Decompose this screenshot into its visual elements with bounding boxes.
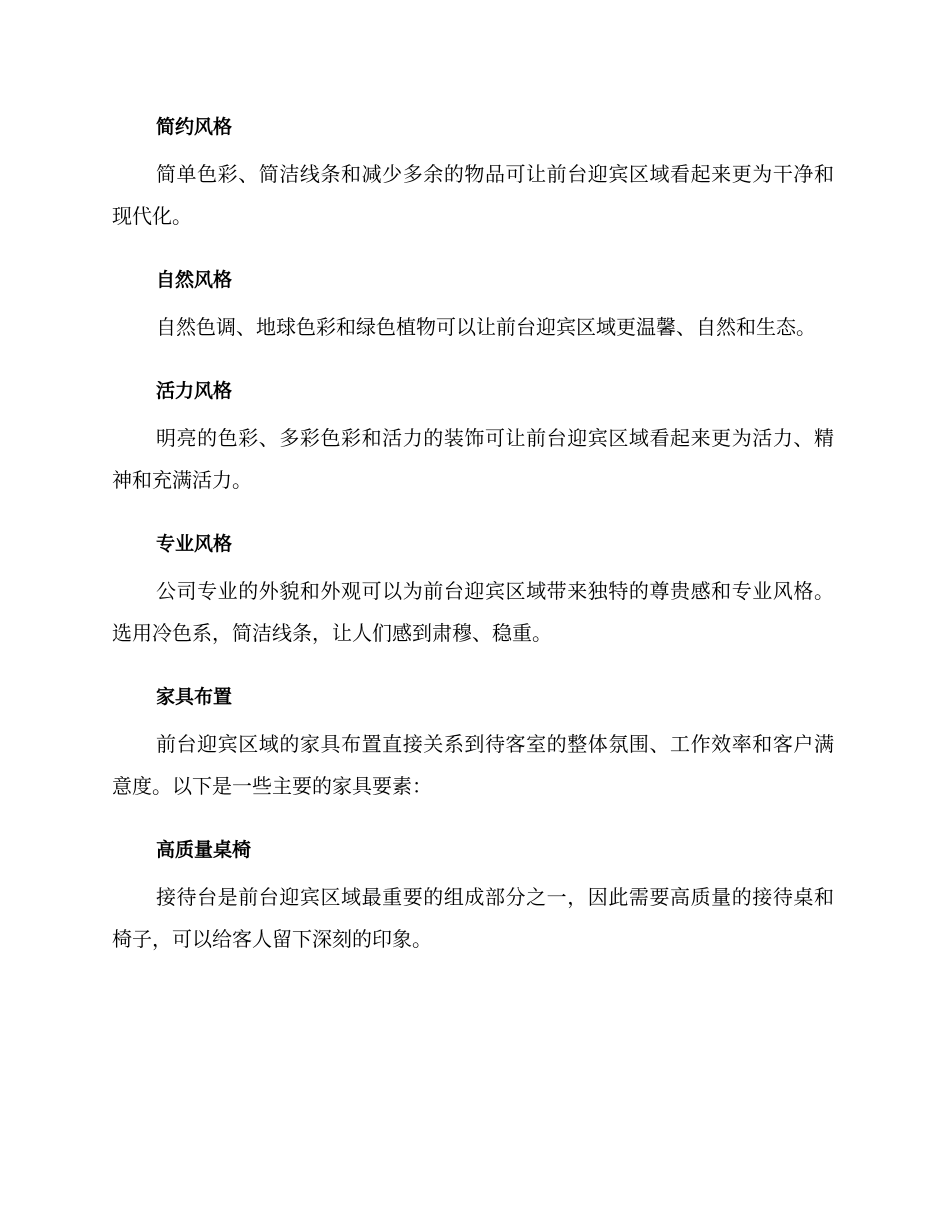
- section-paragraph-furniture-layout: 前台迎宾区域的家具布置直接关系到待客室的整体氛围、工作效率和客户满意度。以下是一些主要的家具要素：: [112, 732, 834, 798]
- section-heading-minimal-style: 简约风格: [156, 116, 233, 138]
- section-paragraph-professional-style: 公司专业的外貌和外观可以为前台迎宾区域带来独特的尊贵感和专业风格。选用冷色系，简洁线条，让人们感到肃穆、稳重。: [112, 579, 834, 645]
- section-paragraph-quality-desk-chairs: 接待台是前台迎宾区域最重要的组成部分之一，因此需要高质量的接待桌和椅子，可以给客人留下深刻的印象。: [112, 885, 834, 951]
- section-heading-vibrant-style: 活力风格: [156, 380, 233, 402]
- section-paragraph-natural-style: 自然色调、地球色彩和绿色植物可以让前台迎宾区域更温馨、自然和生态。: [156, 315, 816, 339]
- section-heading-natural-style: 自然风格: [156, 269, 233, 291]
- document-body: [112, 110, 834, 986]
- section-heading-quality-desk-chairs: 高质量桌椅: [156, 839, 252, 861]
- section-heading-furniture-layout: 家具布置: [156, 686, 233, 708]
- section-paragraph-vibrant-style: 明亮的色彩、多彩色彩和活力的装饰可让前台迎宾区域看起来更为活力、精神和充满活力。: [112, 426, 834, 492]
- section-paragraph-minimal-style: 简单色彩、简洁线条和减少多余的物品可让前台迎宾区域看起来更为干净和现代化。: [112, 162, 834, 228]
- section-heading-professional-style: 专业风格: [156, 533, 233, 555]
